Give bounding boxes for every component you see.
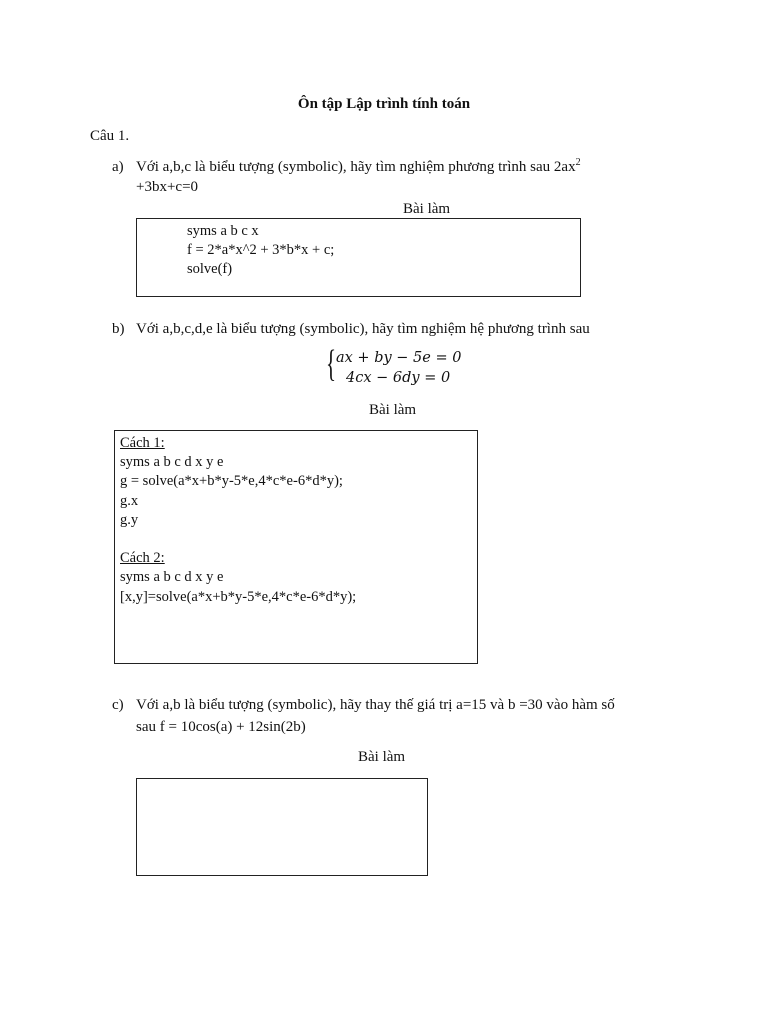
part-c-marker: c) — [112, 697, 124, 713]
code-line: f = 2*a*x^2 + 3*b*x + c; — [187, 242, 335, 258]
method-1-heading: Cách 1: — [120, 435, 165, 451]
equation-system — [320, 343, 480, 388]
part-a-question-line1 — [136, 158, 581, 176]
part-c-solution-label: Bài làm — [358, 749, 406, 765]
part-c-question-line1: Với a,b là biểu tượng (symbolic), hãy thay thế giá trị a=15 và b =30 vào hàm số — [136, 697, 615, 713]
part-c-question-line2: sau f = 10cos(a) + 12sin(2b) — [136, 719, 306, 735]
part-a-marker: a) — [112, 159, 124, 175]
code-line: syms a b c d x y e — [120, 569, 224, 585]
brace-glyph: { — [326, 343, 337, 385]
code-line: syms a b c x — [187, 223, 259, 239]
question-heading: Câu 1. — [90, 128, 130, 144]
part-c-answer-box — [136, 778, 428, 876]
part-b-marker: b) — [112, 321, 125, 337]
part-a-solution-label: Bài làm — [403, 201, 451, 217]
code-line: g = solve(a*x+b*y-5*e,4*c*e-6*d*y); — [120, 473, 343, 489]
code-line: solve(f) — [187, 261, 233, 277]
page-title: Ôn tập Lập trình tính toán — [297, 96, 471, 112]
part-b-question: Với a,b,c,d,e là biểu tượng (symbolic), hãy tìm nghiệm hệ phương trình sau — [136, 321, 590, 337]
part-a-question-text: Với a,b,c là biểu tượng (symbolic), hãy tìm nghiệm phương trình sau 2ax — [136, 159, 576, 175]
code-line: [x,y]=solve(a*x+b*y-5*e,4*c*e-6*d*y); — [120, 589, 357, 605]
part-b-solution-label: Bài làm — [369, 402, 417, 418]
method-2-heading: Cách 2: — [120, 550, 165, 566]
equation-1: ax + by − 5e = 0 — [336, 350, 462, 366]
code-line: g.x — [120, 493, 139, 509]
exponent: 2 — [575, 157, 581, 168]
part-b-answer-box — [114, 430, 478, 664]
code-line: g.y — [120, 512, 139, 528]
equation-2: 4cx − 6dy = 0 — [346, 370, 451, 386]
part-a-question-line2: +3bx+c=0 — [136, 179, 199, 195]
code-line: syms a b c d x y e — [120, 454, 224, 470]
part-a-answer-box — [136, 218, 581, 297]
